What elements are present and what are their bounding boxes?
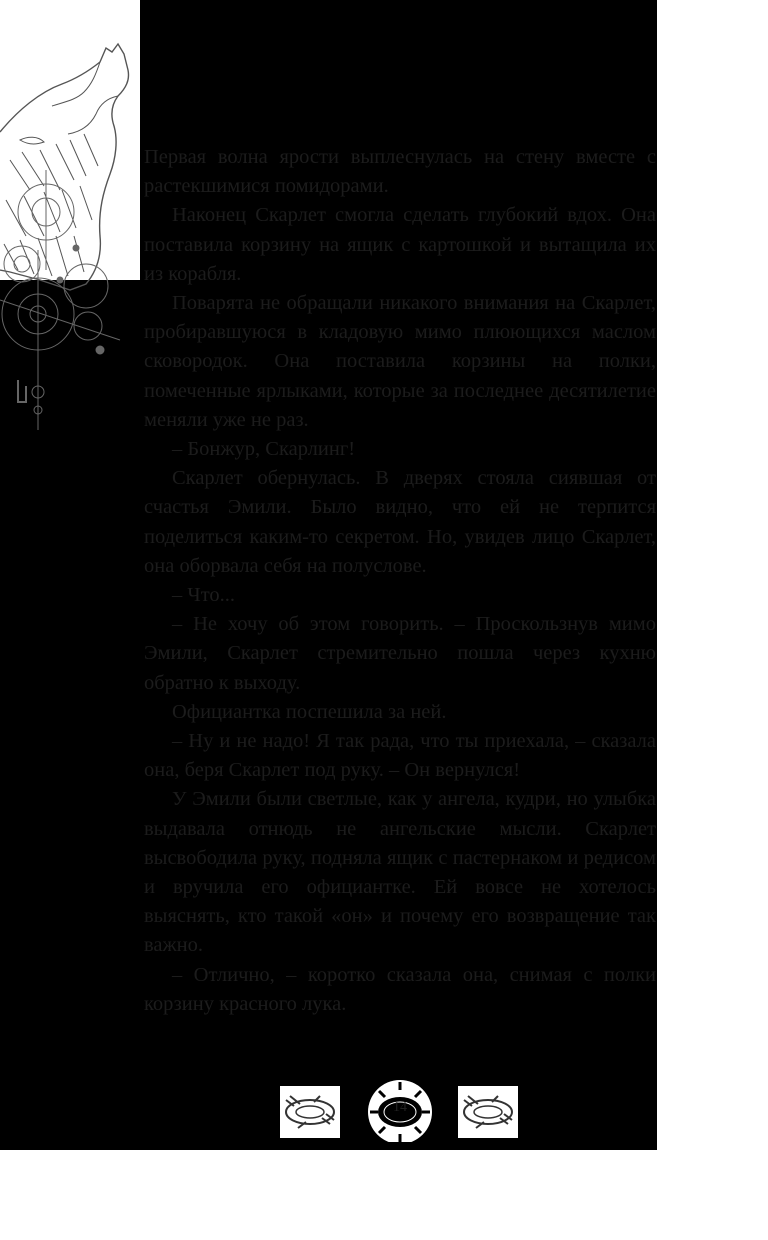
paragraph: Официантка поспешила за ней. (172, 700, 447, 723)
howling-wolf-illustration (0, 40, 140, 430)
ornament-left-icon (280, 1086, 340, 1138)
paragraph: – Не хочу об этом говорить. – Проскользнув мимо Эмили, Скарлет стремительно пошла через кухню обратно к выходу. (144, 613, 656, 694)
page-number: 14 (393, 1100, 407, 1115)
paragraph: Наконец Скарлет смогла сделать глубокий вдох. Она поставила корзину на ящик с картошкой и вытащила их из корабля. (144, 204, 656, 285)
ornament-right-icon (458, 1086, 518, 1138)
paragraph: Первая волна ярости выплеснулась на стену вместе с растекшимися помидорами. (144, 146, 656, 198)
paragraph: Поварята не обращали никакого внимания на Скарлет, пробиравшуюся в кладовую мимо плюющихся маслом сковородок. Она поставила корзины на полки, помеченные ярлыками, которые за последнее десятилетие меняли уже не раз. (144, 292, 656, 431)
paragraph: – Ну и не надо! Я так рада, что ты приехала, – сказала она, беря Скарлет под руку. – Он вернулся! (144, 730, 656, 782)
right-margin (657, 0, 768, 1240)
paragraph: Скарлет обернулась. В дверях стояла сиявшая от счастья Эмили. Было видно, что ей не терпится поделиться каким-то секретом. Но, увидев лицо Скарлет, она оборвала себя на полуслове. (144, 467, 656, 577)
paragraph: – Что... (172, 584, 236, 607)
body-text (144, 143, 656, 1019)
paragraph: – Бонжур, Скарлинг! (172, 438, 356, 461)
paragraph: – Отлично, – коротко сказала она, снимая с полки корзину красного лука. (144, 963, 656, 1015)
paragraph: У Эмили были светлые, как у ангела, кудри, но улыбка выдавала отнюдь не ангельские мысли. Скарлет высвободила руку, подняла ящик с пастернаком и редисом и вручила его официантке. Ей вовсе не хотелось выяснять, кто такой «он» и почему его возвращение так важно. (144, 788, 656, 957)
